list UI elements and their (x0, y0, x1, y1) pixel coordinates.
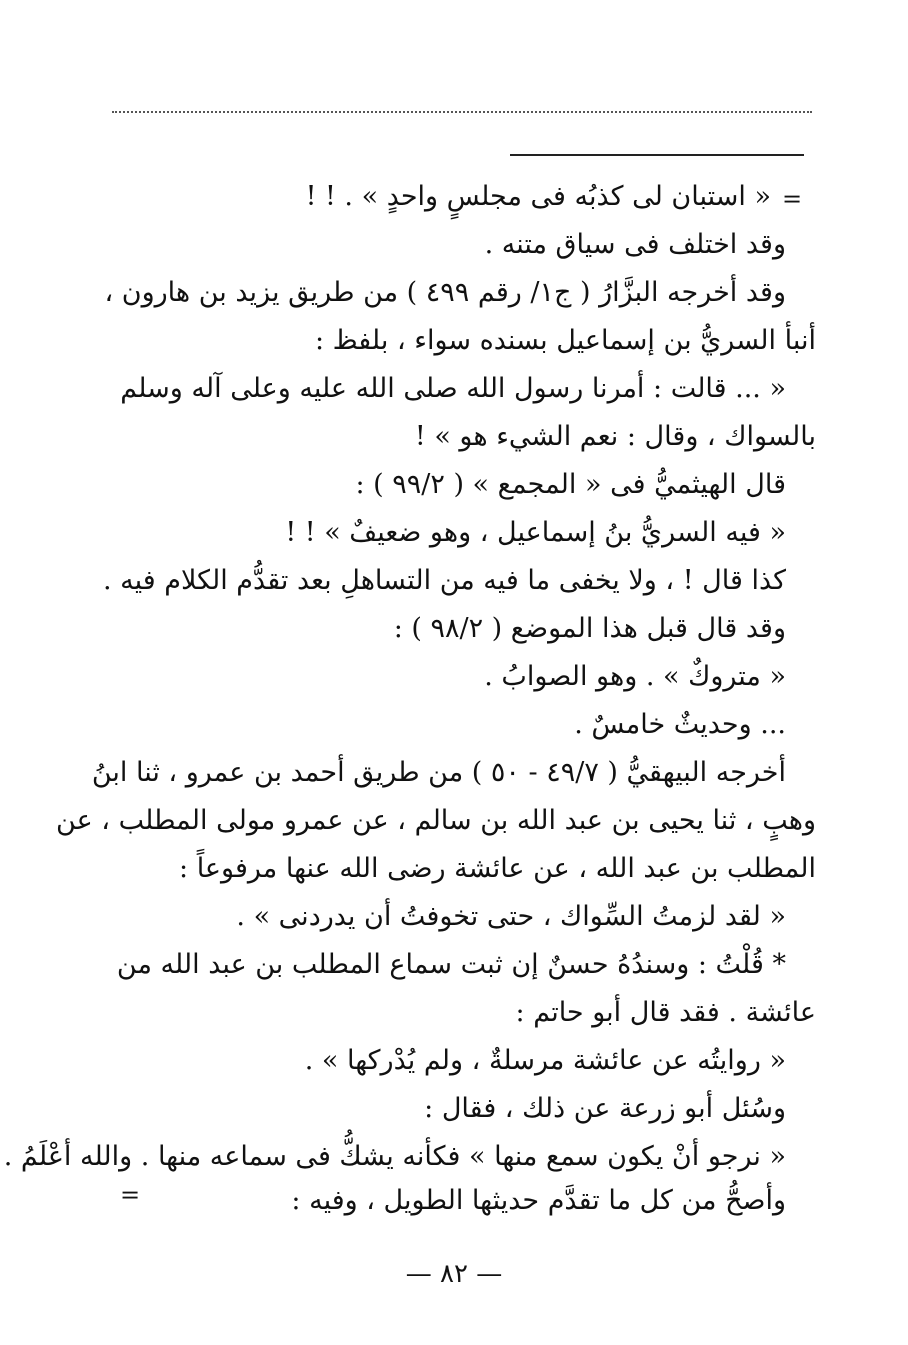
continues-mark: = (119, 1181, 141, 1209)
footnote-rule (510, 154, 804, 156)
text-line: « ... قالت : أمرنا رسول الله صلى الله عليه وعلى آله وسلم (120, 373, 786, 404)
text-line: « فيه السريُّ بنُ إسماعيل ، وهو ضعيفٌ » ! ! (285, 517, 786, 548)
text-line: وهبٍ ، ثنا يحيى بن عبد الله بن سالم ، عن عمرو مولى المطلب ، عن (56, 805, 816, 836)
text-line: « لقد لزمتُ السِّواك ، حتى تخوفتُ أن يدردنى » . (236, 901, 786, 932)
text-line: وقد اختلف فى سياق متنه . (484, 229, 786, 260)
text-line: * قُلْتُ : وسندُهُ حسنٌ إن ثبت سماع المطلب بن عبد الله من (116, 949, 786, 980)
text-line: أنبأ السريُّ بن إسماعيل بسنده سواء ، بلفظ : (314, 325, 816, 356)
text-line: وأصحُّ من كل ما تقدَّم حديثها الطويل ، وفيه : (291, 1185, 786, 1216)
text-line: « متروكٌ » . وهو الصوابُ . (484, 661, 786, 692)
text-line: « روايتُه عن عائشة مرسلةٌ ، ولم يُدْركها » . (304, 1045, 786, 1076)
text-line: « نرجو أنْ يكون سمع منها » فكأنه يشكُّ فى سماعه منها . والله أعْلَمُ . (3, 1141, 786, 1172)
text-line: عائشة . فقد قال أبو حاتم : (515, 997, 816, 1028)
text-line: أخرجه البيهقيُّ ( ٤٩/٧ - ٥٠ ) من طريق أحمد بن عمرو ، ثنا ابنُ (91, 757, 786, 788)
text-line: وقد أخرجه البزَّارُ ( ج١/ رقم ٤٩٩ ) من طريق يزيد بن هارون ، (104, 277, 786, 308)
text-line: ... وحديثٌ خامسٌ . (574, 709, 786, 740)
continuation-mark: = (781, 185, 803, 213)
text-line: بالسواك ، وقال : نعم الشيء هو » ! (414, 421, 816, 452)
text-line: قال الهيثميُّ فى « المجمع » ( ٩٩/٢ ) : (355, 469, 786, 500)
text-line: كذا قال ! ، ولا يخفى ما فيه من التساهلِ بعد تقدُّم الكلام فيه . (102, 565, 786, 596)
dotted-separator (112, 111, 812, 113)
text-line: « استبان لى كذبُه فى مجلسٍ واحدٍ » . ! ! (305, 181, 771, 212)
text-line: وقد قال قبل هذا الموضع ( ٩٨/٢ ) : (393, 613, 786, 644)
text-line: المطلب بن عبد الله ، عن عائشة رضى الله عنها مرفوعاً : (179, 853, 816, 884)
page-number: — ٨٢ — (405, 1259, 503, 1289)
text-line: وسُئل أبو زرعة عن ذلك ، فقال : (424, 1093, 786, 1124)
